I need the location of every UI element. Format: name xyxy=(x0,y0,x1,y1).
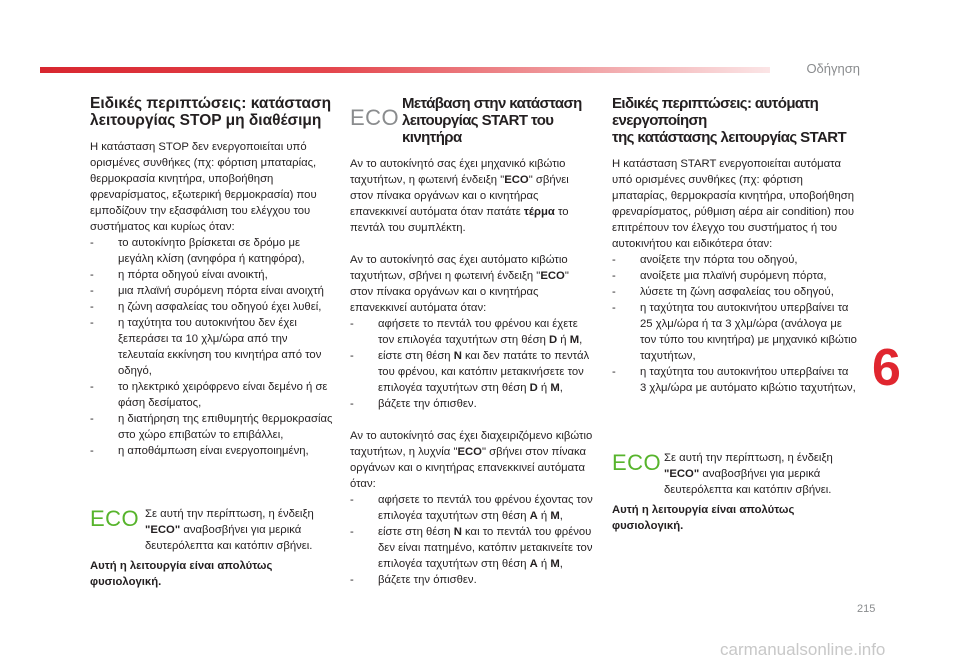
list-item: - αφήσετε το πεντάλ του φρένου και έχετε τον επιλογέα ταχυτήτων στη θέση D ή M, xyxy=(350,318,583,346)
chapter-title: Οδήγηση xyxy=(806,61,860,76)
manual-gearbox-paragraph: Αν το αυτοκίνητό σας έχει μηχανικό κιβώτιο ταχυτήτων, η φωτεινή ένδειξη "ECO" σβήνει στον πίνακα οργάνων και ο κινητήρας επανεκκινεί αυτόματα όταν πατάτε τέρμα το πεντάλ του συμπλέκτη. xyxy=(350,158,569,234)
section-heading-start-mode: ECO Μετάβαση στην κατάσταση λειτουργίας START του κινητήρα xyxy=(350,95,582,146)
automatic-gearbox-paragraph: Αν το αυτοκίνητό σας έχει αυτόματο κιβώτιο ταχυτήτων, σβήνει η φωτεινή ένδειξη "ECO" στον πίνακα οργάνων και ο κινητήρας επανεκκινεί αυτόματα όταν: xyxy=(350,254,569,314)
managed-gearbox-list xyxy=(350,492,595,588)
automatic-gearbox-list xyxy=(350,316,595,412)
list-item: - ανοίξετε την πόρτα του οδηγού, xyxy=(612,254,798,266)
eco-note xyxy=(612,450,857,498)
column-stop-unavailable xyxy=(90,95,335,590)
list-item: - μια πλαϊνή συρόμενη πόρτα είναι ανοιχτή xyxy=(90,285,324,297)
column-start-mode xyxy=(350,95,595,588)
eco-icon: ECO xyxy=(90,506,140,531)
section-number: 6 xyxy=(872,339,901,397)
eco-icon: ECO xyxy=(350,105,400,130)
eco-icon: ECO xyxy=(612,450,662,475)
page-number: 215 xyxy=(857,603,876,615)
list-item: - η ζώνη ασφαλείας του οδηγού έχει λυθεί, xyxy=(90,301,322,313)
eco-note-text: Σε αυτή την περίπτωση, η ένδειξη "ECO" αναβοσβήνει για μερικά δευτερόλεπτα και κατόπιν σβήνει. xyxy=(145,508,314,552)
list-item: - η διατήρηση της επιθυμητής θερμοκρασίας στο χώρο επιβατών το επιβάλλει, xyxy=(90,413,333,441)
eco-note xyxy=(90,506,335,554)
section-heading-stop-unavailable: Ειδικές περιπτώσεις: κατάσταση λειτουργίας STOP μη διαθέσιμη xyxy=(90,95,332,129)
watermark: carmanualsonline.info xyxy=(720,640,886,659)
list-item: - είστε στη θέση N και το πεντάλ του φρένου δεν είναι πατημένο, κατόπιν μετακινείτε τον επιλογέα ταχυτήτων στη θέση A ή M, xyxy=(350,526,593,570)
intro-paragraph: Η κατάσταση STOP δεν ενεργοποιείται υπό ορισμένες συνθήκες (πχ: φόρτιση μπαταρίας, θερμοκρασία κινητήρα, υποβοήθηση φρεναρίσματος, εξωτερική θερμοκρασία) που εμποδίζουν την εξασφάλιση του ελέγχου του συστήματος και κυρίως όταν: xyxy=(90,141,317,233)
list-item: - αφήσετε το πεντάλ του φρένου έχοντας τον επιλογέα ταχυτήτων στη θέση A ή M, xyxy=(350,494,593,522)
column-start-automatic xyxy=(612,95,857,534)
list-item: - το αυτοκίνητο βρίσκεται σε δρόμο με μεγάλη κλίση (ανηφόρα ή κατηφόρα), xyxy=(90,237,305,265)
list-item: - η ταχύτητα του αυτοκινήτου υπερβαίνει τα 3 χλμ/ώρα με αυτόματο κιβώτιο ταχυτήτων, xyxy=(612,366,856,394)
list-item: - βάζετε την όπισθεν. xyxy=(350,398,477,410)
managed-gearbox-paragraph: Αν το αυτοκίνητό σας έχει διαχειριζόμενο κιβώτιο ταχυτήτων, η λυχνία "ECO" σβήνει στον πίνακα οργάνων και ο κινητήρας επανεκκινεί αυτόματα όταν: xyxy=(350,430,593,490)
list-item: - ανοίξετε μια πλαϊνή συρόμενη πόρτα, xyxy=(612,270,827,282)
list-item: - το ηλεκτρικό χειρόφρενο είναι δεμένο ή σε φάση δεσίματος, xyxy=(90,381,328,409)
list-item: - η ταχύτητα του αυτοκινήτου δεν έχει ξεπεράσει τα 10 χλμ/ώρα από την τελευταία εκκίνηση του κινητήρα από τον οδηγό, xyxy=(90,317,322,377)
list-item: - είστε στη θέση N και δεν πατάτε το πεντάλ του φρένου, και κατόπιν μετακινήσετε τον επιλογέα ταχυτήτων στη θέση D ή M, xyxy=(350,350,590,394)
header-accent-bar xyxy=(40,67,770,73)
normal-operation-note: Αυτή η λειτουργία είναι απολύτως φυσιολογική. xyxy=(612,504,795,532)
section-heading-start-automatic: Ειδικές περιπτώσεις: αυτόματη ενεργοποίηση της κατάστασης λειτουργίας START xyxy=(612,95,847,146)
list-item: - η πόρτα οδηγού είναι ανοικτή, xyxy=(90,269,268,281)
list-item: - λύσετε τη ζώνη ασφαλείας του οδηγού, xyxy=(612,286,834,298)
condition-list xyxy=(90,235,335,459)
list-item: - βάζετε την όπισθεν. xyxy=(350,574,477,586)
eco-note-text: Σε αυτή την περίπτωση, η ένδειξη "ECO" αναβοσβήνει για μερικά δευτερόλεπτα και κατόπιν σβήνει. xyxy=(664,452,833,496)
list-item: - η ταχύτητα του αυτοκινήτου υπερβαίνει τα 25 χλμ/ώρα ή τα 3 χλμ/ώρα (ανάλογα με τον τύπο του κινητήρα) με μηχανικό κιβώτιο ταχυτήτων, xyxy=(612,302,857,362)
list-item: - η αποθάμπωση είναι ενεργοποιημένη, xyxy=(90,445,309,457)
intro-paragraph: Η κατάσταση START ενεργοποιείται αυτόματα υπό ορισμένες συνθήκες (πχ: φόρτιση μπαταρίας, θερμοκρασία κινητήρα, υποβοήθηση φρεναρίσματος, ρύθμιση αέρα air condition) που επιτρέπουν τον έλεγχο του συστήματος ή του αυτοκινήτου και ειδικότερα όταν: xyxy=(612,158,855,250)
condition-list xyxy=(612,252,857,396)
normal-operation-note: Αυτή η λειτουργία είναι απολύτως φυσιολογική. xyxy=(90,560,273,588)
